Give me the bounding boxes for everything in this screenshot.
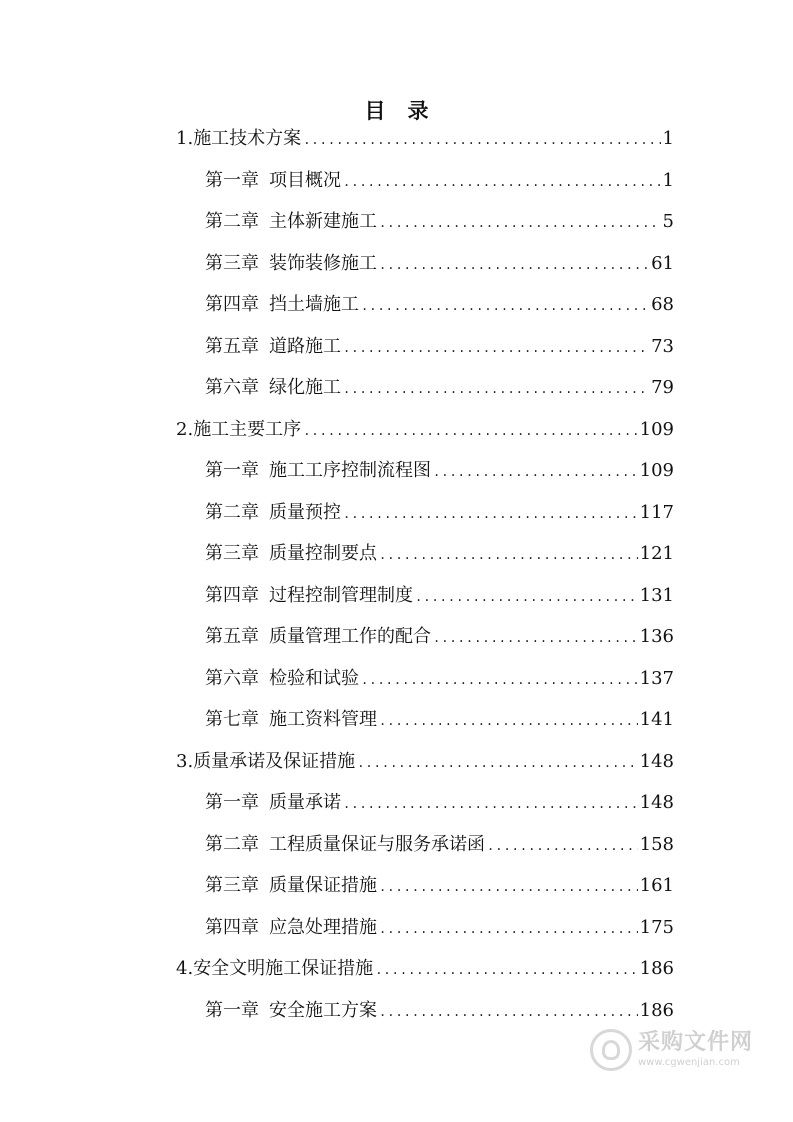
toc-leader-dots bbox=[343, 335, 649, 361]
toc-chapter-number: 第三章 bbox=[205, 875, 259, 896]
toc-entry-title: 装饰装修施工 bbox=[269, 253, 377, 274]
toc-leader-dots bbox=[343, 501, 638, 527]
toc-entry-label bbox=[193, 126, 301, 152]
toc-section-entry[interactable] bbox=[176, 956, 674, 982]
toc-page-number: 158 bbox=[639, 834, 674, 855]
toc-entry-title: 过程控制管理制度 bbox=[269, 585, 413, 606]
toc-chapter-number: 第四章 bbox=[205, 917, 259, 938]
toc-entry-title: 质量控制要点 bbox=[269, 543, 377, 564]
toc-chapter-number: 第二章 bbox=[205, 211, 259, 232]
toc-chapter-number: 第五章 bbox=[205, 336, 259, 357]
toc-chapter-number: 第三章 bbox=[205, 253, 259, 274]
toc-section-number: 4. bbox=[176, 958, 194, 979]
toc-entry-label bbox=[205, 251, 377, 277]
toc-chapter-entry[interactable] bbox=[205, 873, 674, 899]
toc-chapter-entry[interactable] bbox=[205, 168, 674, 194]
toc-entry-title: 施工主要工序 bbox=[193, 419, 302, 440]
toc-page-number: 73 bbox=[651, 336, 674, 357]
toc-page-number: 117 bbox=[639, 502, 674, 523]
toc-chapter-entry[interactable] bbox=[205, 375, 674, 401]
toc-chapter-entry[interactable] bbox=[205, 541, 674, 567]
toc-page-number: 1 bbox=[662, 128, 674, 149]
toc-section-number: 1. bbox=[176, 128, 194, 149]
toc-page-number: 61 bbox=[651, 253, 674, 274]
toc-page-number: 148 bbox=[639, 751, 674, 772]
toc-leader-dots bbox=[487, 833, 638, 859]
toc-entry-title: 施工技术方案 bbox=[193, 128, 302, 149]
toc-page-number: 121 bbox=[639, 543, 674, 564]
toc-page-number: 148 bbox=[639, 792, 674, 813]
toc-chapter-number: 第四章 bbox=[205, 294, 259, 315]
toc-chapter-entry[interactable] bbox=[205, 334, 674, 360]
toc-entry-title: 工程质量保证与服务承诺函 bbox=[269, 834, 485, 855]
toc-leader-dots bbox=[379, 708, 638, 734]
watermark-logo-icon bbox=[590, 1029, 632, 1071]
toc-entry-title: 挡土墙施工 bbox=[269, 294, 359, 315]
toc-page-number: 79 bbox=[651, 377, 674, 398]
toc-page-number: 186 bbox=[639, 958, 674, 979]
toc-entry-title: 道路施工 bbox=[269, 336, 341, 357]
toc-chapter-entry[interactable] bbox=[205, 832, 674, 858]
toc-leader-dots bbox=[379, 916, 638, 942]
toc-entry-title: 主体新建施工 bbox=[269, 211, 377, 232]
toc-entry-title: 项目概况 bbox=[269, 170, 341, 191]
toc-leader-dots bbox=[361, 667, 638, 693]
toc-page-number: 161 bbox=[639, 875, 674, 896]
toc-entry-label bbox=[205, 209, 377, 235]
toc-chapter-number: 第六章 bbox=[205, 668, 259, 689]
toc-section-number: 3. bbox=[176, 751, 194, 772]
toc-entry-label bbox=[193, 956, 373, 982]
toc-chapter-number: 第一章 bbox=[205, 170, 259, 191]
toc-leader-dots bbox=[379, 210, 661, 236]
toc-page-number: 186 bbox=[639, 1000, 674, 1021]
toc-leader-dots bbox=[343, 169, 661, 195]
toc-entry-label bbox=[205, 458, 431, 484]
toc-chapter-entry[interactable] bbox=[205, 790, 674, 816]
toc-page-number: 137 bbox=[639, 668, 674, 689]
toc-page-number: 1 bbox=[662, 170, 674, 191]
toc-entry-title: 质量保证措施 bbox=[269, 875, 377, 896]
toc-section-number: 2. bbox=[176, 419, 194, 440]
toc-entry-label bbox=[205, 998, 377, 1024]
toc-chapter-entry[interactable] bbox=[205, 707, 674, 733]
toc-entry-label bbox=[205, 334, 341, 360]
toc-chapter-entry[interactable] bbox=[205, 583, 674, 609]
toc-entry-title: 质量承诺 bbox=[269, 792, 341, 813]
toc-chapter-number: 第二章 bbox=[205, 834, 259, 855]
toc-chapter-entry[interactable] bbox=[205, 458, 674, 484]
toc-leader-dots bbox=[343, 376, 649, 402]
toc-entry-label bbox=[205, 375, 341, 401]
toc-leader-dots bbox=[433, 459, 638, 485]
toc-leader-dots bbox=[357, 750, 637, 776]
toc-page-number: 141 bbox=[639, 709, 674, 730]
toc-title-char: 录 bbox=[407, 98, 429, 123]
toc-entry-label bbox=[205, 292, 359, 318]
toc-entry-title: 质量承诺及保证措施 bbox=[193, 751, 356, 772]
toc-chapter-number: 第五章 bbox=[205, 626, 259, 647]
toc-page-number: 131 bbox=[639, 585, 674, 606]
toc-leader-dots bbox=[379, 542, 638, 568]
toc-section-entry[interactable] bbox=[176, 417, 674, 443]
toc-entry-label bbox=[205, 873, 377, 899]
toc-leader-dots bbox=[303, 418, 637, 444]
toc-entry-title: 安全文明施工保证措施 bbox=[193, 958, 374, 979]
toc-entry-title: 质量预控 bbox=[269, 502, 341, 523]
toc-section-entry[interactable] bbox=[176, 749, 674, 775]
toc-entry-label bbox=[205, 666, 359, 692]
toc-page-number: 109 bbox=[639, 419, 674, 440]
toc-entry-title: 应急处理措施 bbox=[269, 917, 377, 938]
toc-page-number: 175 bbox=[639, 917, 674, 938]
toc-leader-dots bbox=[343, 791, 638, 817]
toc-chapter-number: 第三章 bbox=[205, 543, 259, 564]
toc-chapter-number: 第一章 bbox=[205, 792, 259, 813]
toc-entry-title: 施工工序控制流程图 bbox=[269, 460, 431, 481]
toc-leader-dots bbox=[379, 874, 638, 900]
toc-page-number: 5 bbox=[662, 211, 674, 232]
watermark-name: 采购文件网 bbox=[638, 1030, 754, 1055]
toc-chapter-number: 第一章 bbox=[205, 460, 259, 481]
toc-leader-dots bbox=[361, 293, 649, 319]
toc-entry-title: 质量管理工作的配合 bbox=[269, 626, 431, 647]
toc-chapter-entry[interactable] bbox=[205, 624, 674, 650]
toc-chapter-entry[interactable] bbox=[205, 666, 674, 692]
toc-entry-label bbox=[205, 500, 341, 526]
toc-section-entry[interactable] bbox=[176, 126, 674, 152]
toc-entry-label bbox=[205, 707, 377, 733]
toc-leader-dots bbox=[379, 252, 649, 278]
toc-leader-dots bbox=[415, 584, 638, 610]
toc-leader-dots bbox=[379, 999, 638, 1025]
toc-entry-title: 检验和试验 bbox=[269, 668, 359, 689]
toc-chapter-entry[interactable] bbox=[205, 292, 674, 318]
toc-title-char: 目 bbox=[364, 98, 386, 123]
toc-entry-label bbox=[205, 624, 431, 650]
toc-chapter-number: 第一章 bbox=[205, 1000, 259, 1021]
toc-chapter-entry[interactable] bbox=[205, 209, 674, 235]
toc-chapter-entry[interactable] bbox=[205, 915, 674, 941]
toc-entry-label bbox=[205, 832, 485, 858]
toc-chapter-number: 第七章 bbox=[205, 709, 259, 730]
toc-chapter-entry[interactable] bbox=[205, 251, 674, 277]
toc-entry-label bbox=[193, 749, 355, 775]
toc-entry-label bbox=[205, 168, 341, 194]
toc-leader-dots bbox=[433, 625, 638, 651]
toc-entry-title: 施工资料管理 bbox=[269, 709, 377, 730]
watermark bbox=[590, 1024, 770, 1076]
toc-chapter-number: 第二章 bbox=[205, 502, 259, 523]
toc-chapter-entry[interactable] bbox=[205, 500, 674, 526]
toc-page-number: 136 bbox=[639, 626, 674, 647]
toc-entry-label bbox=[205, 541, 377, 567]
toc-entry-label bbox=[205, 583, 413, 609]
toc-leader-dots bbox=[303, 127, 660, 153]
toc-entry-title: 安全施工方案 bbox=[269, 1000, 377, 1021]
toc-leader-dots bbox=[375, 957, 637, 983]
toc-page-number: 109 bbox=[639, 460, 674, 481]
toc-entry-label bbox=[193, 417, 301, 443]
toc-title bbox=[0, 95, 793, 125]
toc-entry-label bbox=[205, 790, 341, 816]
toc-chapter-number: 第四章 bbox=[205, 585, 259, 606]
toc-page-number: 68 bbox=[651, 294, 674, 315]
toc-chapter-number: 第六章 bbox=[205, 377, 259, 398]
toc-entry-label bbox=[205, 915, 377, 941]
toc-entry-title: 绿化施工 bbox=[269, 377, 341, 398]
watermark-url: www.cgwenjian.com bbox=[638, 1057, 740, 1068]
toc-chapter-entry[interactable] bbox=[205, 998, 674, 1024]
